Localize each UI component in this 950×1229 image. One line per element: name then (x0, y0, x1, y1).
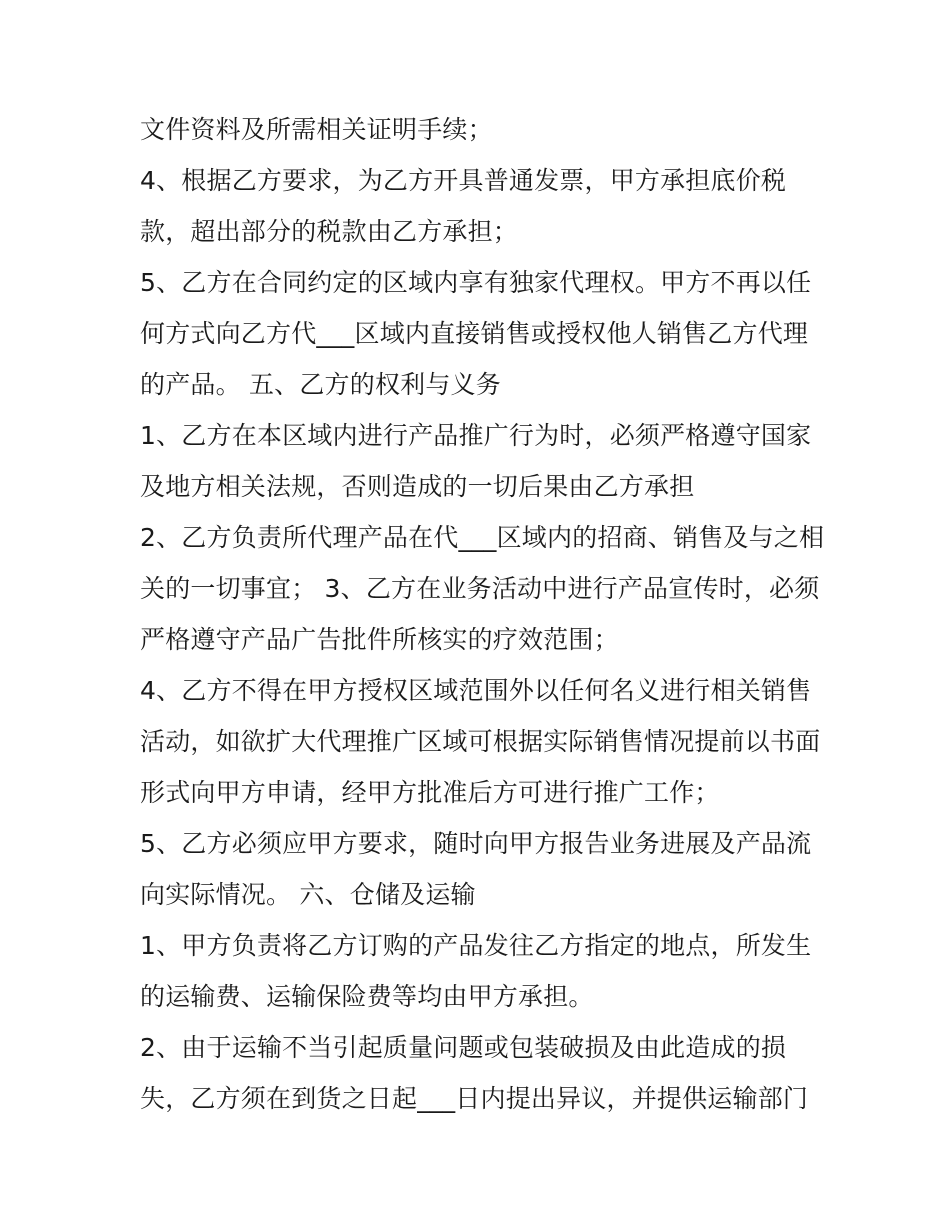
text-line: 活动，如欲扩大代理推广区域可根据实际销售情况提前以书面 (140, 727, 821, 756)
text-line: 关的一切事宜； 3、乙方在业务活动中进行产品宣传时，必须 (140, 574, 820, 603)
text-line: 1、甲方负责将乙方订购的产品发往乙方指定的地点，所发生 (140, 931, 812, 960)
text-line: 形式向甲方申请，经甲方批准后方可进行推广工作； (140, 778, 720, 807)
text-line: 款，超出部分的税款由乙方承担； (140, 217, 519, 246)
text-line: 的运输费、运输保险费等均由甲方承担。 (140, 982, 594, 1011)
text-line: 文件资料及所需相关证明手续； (140, 115, 493, 144)
text-line: 及地方相关法规，否则造成的一切后果由乙方承担 (140, 472, 695, 501)
text-line: 4、乙方不得在甲方授权区域范围外以任何名义进行相关销售 (140, 676, 812, 705)
text-line: 1、乙方在本区域内进行产品推广行为时，必须严格遵守国家 (140, 421, 812, 450)
text-line: 向实际情况。 六、仓储及运输 (140, 880, 476, 909)
text-line: 5、乙方必须应甲方要求，随时向甲方报告业务进展及产品流 (140, 829, 812, 858)
text-line: 4、根据乙方要求，为乙方开具普通发票，甲方承担底价税 (140, 166, 787, 195)
text-line: 2、乙方负责所代理产品在代___区域内的招商、销售及与之相 (140, 523, 825, 552)
contract-body (140, 104, 830, 1124)
text-line: 失，乙方须在到货之日起___日内提出异议，并提供运输部门 (140, 1084, 809, 1113)
text-line: 2、由于运输不当引起质量问题或包装破损及由此造成的损 (140, 1033, 787, 1062)
text-line: 何方式向乙方代___区域内直接销售或授权他人销售乙方代理 (140, 319, 809, 348)
text-line: 严格遵守产品广告批件所核实的疗效范围； (140, 625, 619, 654)
text-line: 的产品。 五、乙方的权利与义务 (140, 370, 501, 399)
text-line: 5、乙方在合同约定的区域内享有独家代理权。甲方不再以任 (140, 268, 812, 297)
